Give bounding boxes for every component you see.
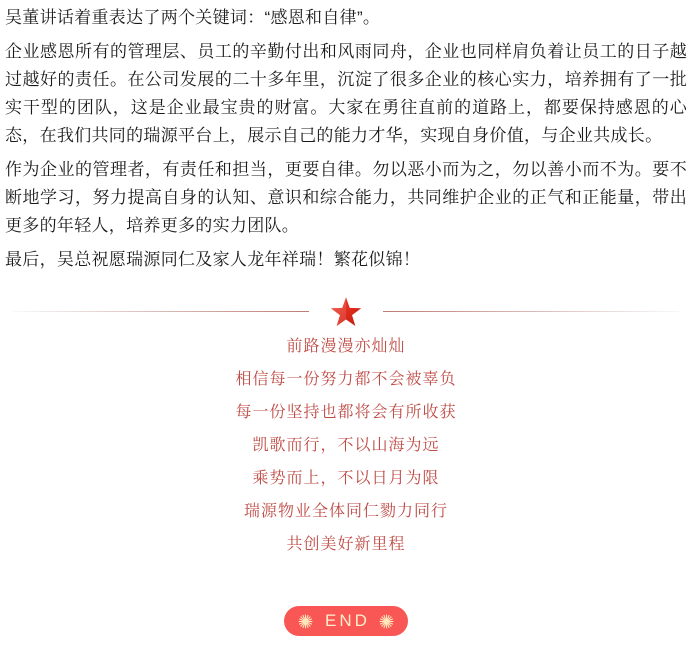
poem-line: 共创美好新里程: [286, 536, 406, 553]
poem-line: 每一份坚持也都将会有所收获: [235, 404, 457, 421]
poem-line: 瑞源物业全体同仁勠力同行: [243, 503, 448, 520]
firework-icon: [379, 614, 394, 629]
divider-line-left: [13, 311, 309, 312]
poem-line: 前路漫漫亦灿灿: [286, 338, 406, 355]
divider-line-right: [383, 311, 679, 312]
poem-line: 乘势而上，不以日月为限: [252, 470, 440, 487]
star-divider: [5, 294, 687, 328]
red-star-icon: [329, 295, 363, 327]
paragraph-selfdiscipline: 作为企业的管理者，有责任和担当，更要自律。勿以恶小而为之，勿以善小而不为。要不断地学习，努力提高自身的认知、意识和综合能力，共同维护企业的正气和正能量，带出更多的年轻人，培养更多的实力团队。: [5, 160, 687, 235]
paragraph-blessing: 最后，吴总祝愿瑞源同仁及家人龙年祥瑞！繁花似锦！: [5, 250, 421, 269]
firework-icon: [298, 614, 313, 629]
end-label: END: [325, 611, 370, 630]
poem-block: [5, 330, 687, 561]
poem-line: 相信每一份努力都不会被辜负: [235, 371, 457, 388]
end-row: [5, 606, 687, 636]
poem-line: 凯歌而行，不以山海为远: [252, 437, 440, 454]
paragraph-keywords: 吴董讲话着重表达了两个关键词：“感恩和自律”。: [5, 8, 381, 27]
paragraph-gratitude: 企业感恩所有的管理层、员工的辛勤付出和风雨同舟，企业也同样肩负着让员工的日子越过越好的责任。在公司发展的二十多年里，沉淀了很多企业的核心实力，培养拥有了一批实干型的团队，这是企业最宝贵的财富。大家在勇往直前的道路上，都要保持感恩的心态，在我们共同的瑞源平台上，展示自己的能力才华，实现自身价值，与企业共成长。: [5, 42, 687, 145]
end-badge: [284, 606, 408, 636]
